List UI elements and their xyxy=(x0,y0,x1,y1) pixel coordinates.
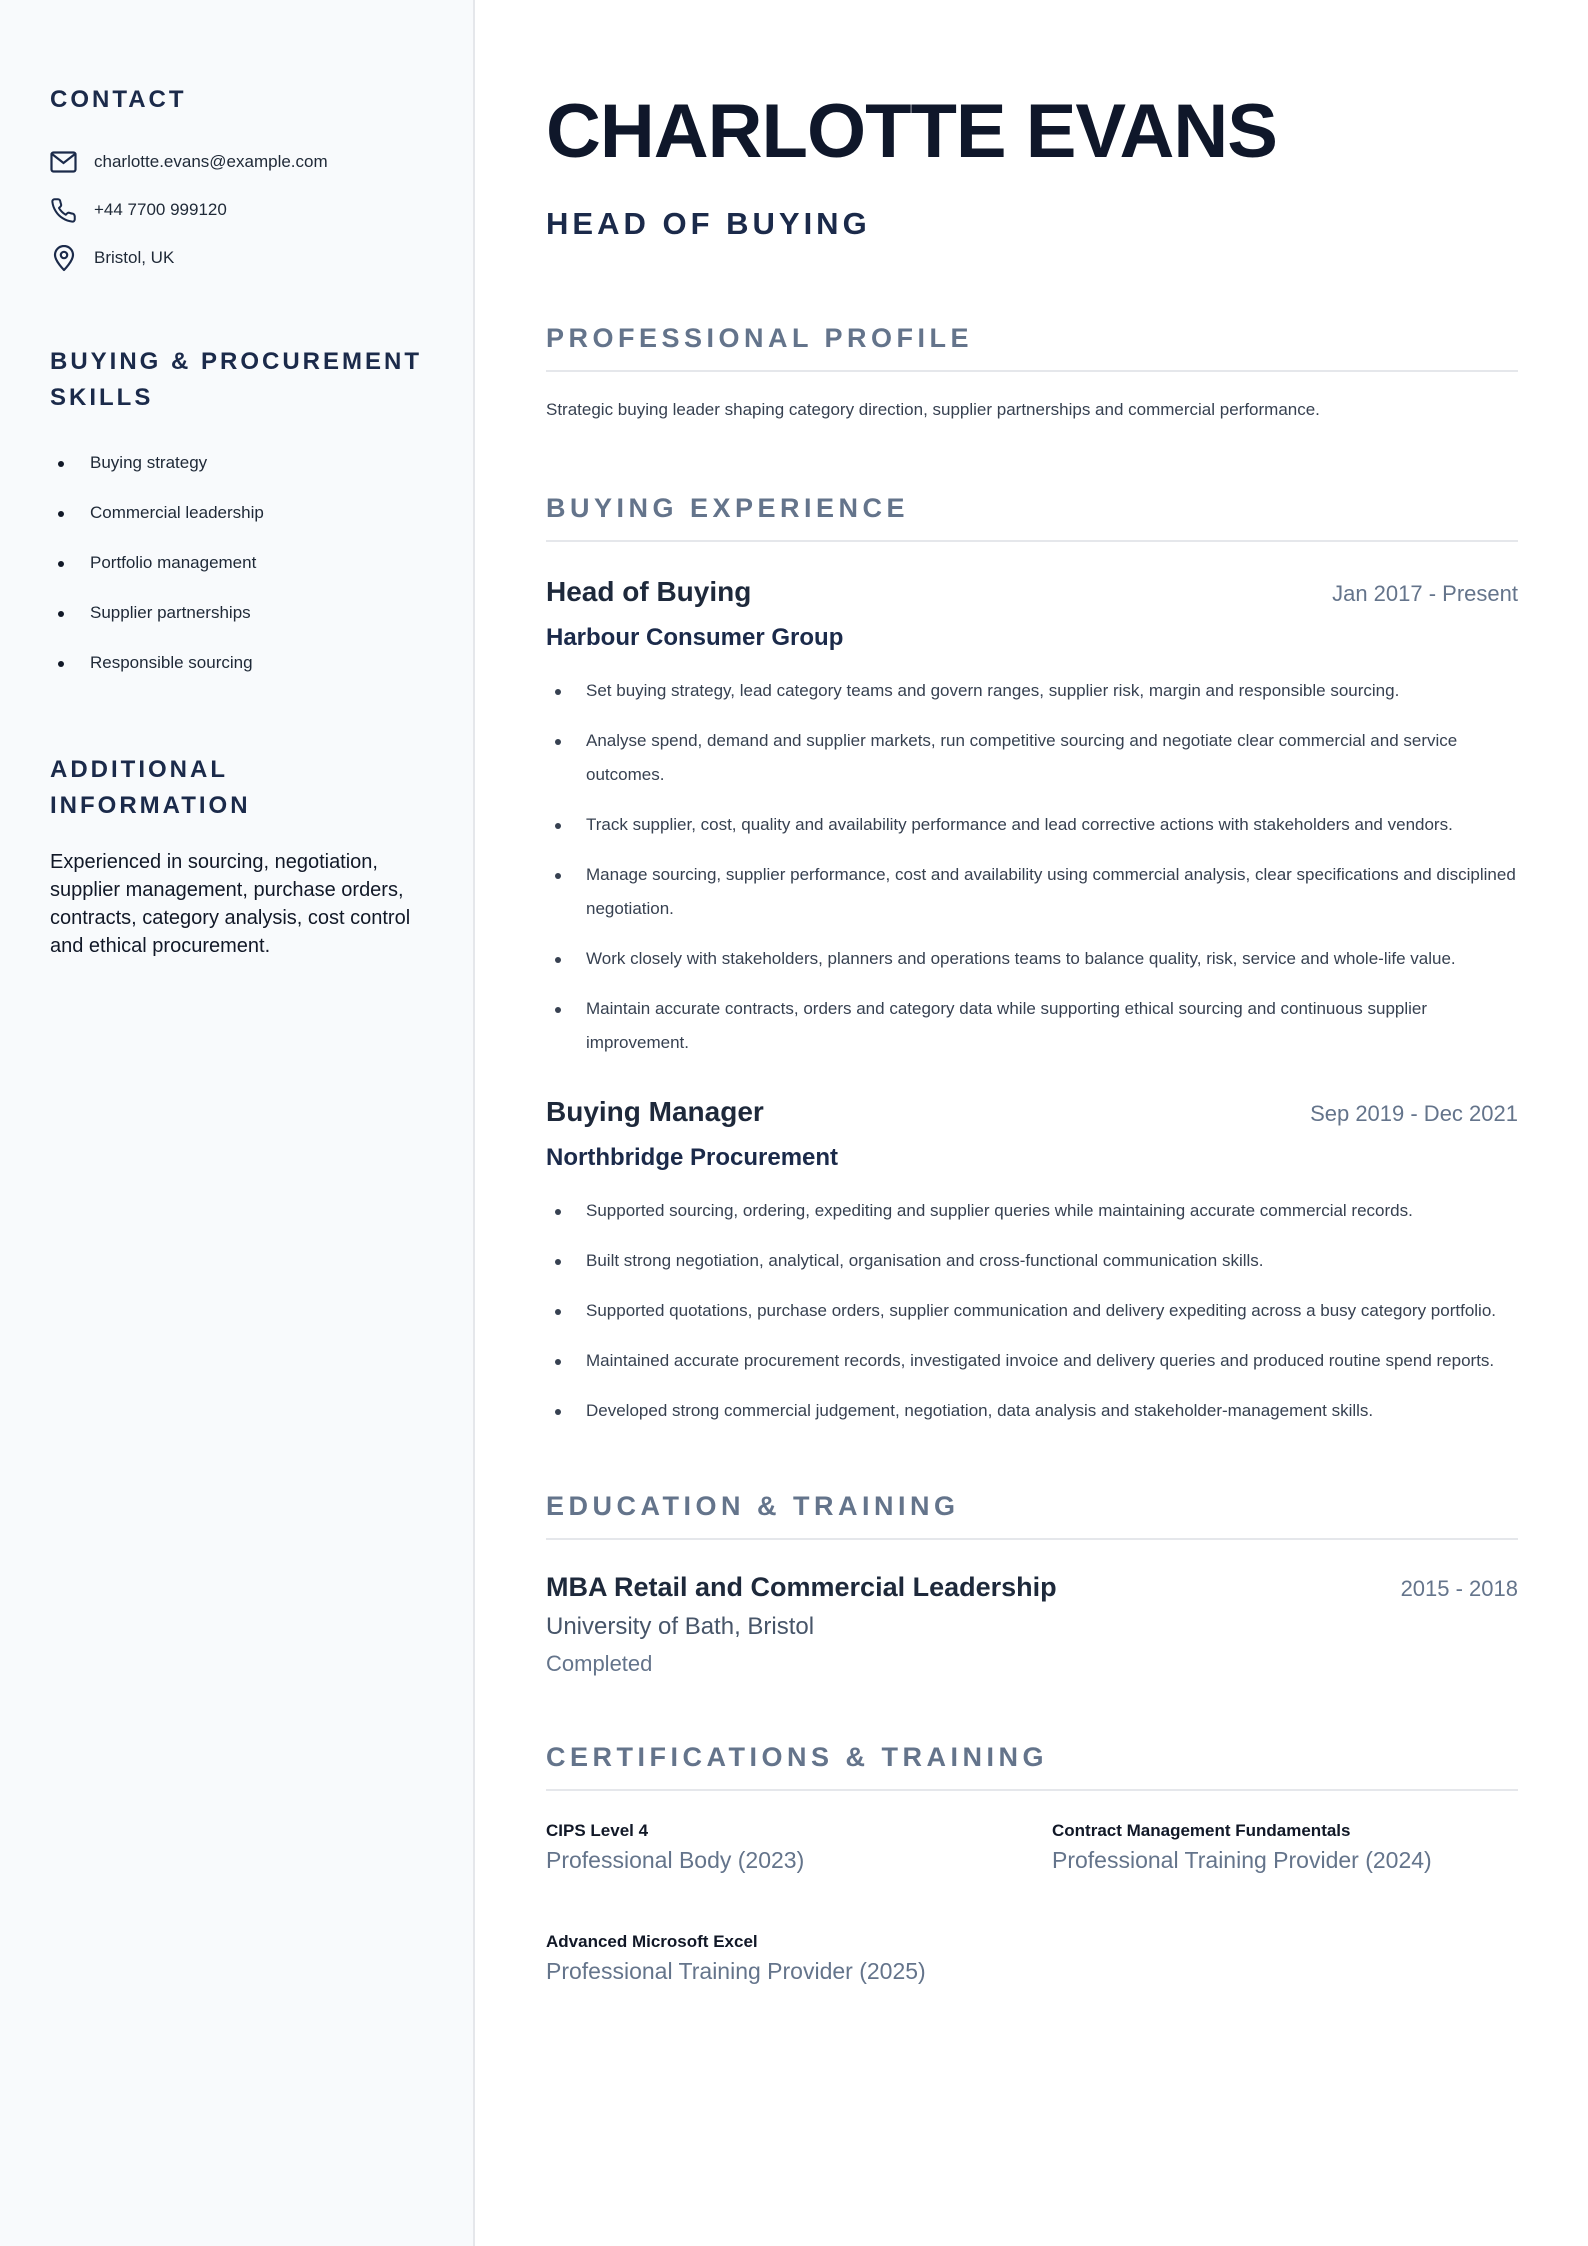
map-pin-icon xyxy=(50,245,77,272)
experience-section xyxy=(546,490,1518,1428)
additional-info-text: Experienced in sourcing, negotiation, supplier management, purchase orders, contracts, category analysis, cost control and ethical procurement. xyxy=(50,851,411,957)
skills-section xyxy=(50,344,423,688)
contact-phone[interactable] xyxy=(50,186,423,234)
certification-issuer: Professional Training Provider (2025) xyxy=(546,1958,926,1984)
certification-item xyxy=(546,1932,1052,1985)
phone-text: +44 7700 999120 xyxy=(94,200,227,219)
experience-heading: BUYING EXPERIENCE xyxy=(546,490,1518,542)
job-bullet: Analyse spend, demand and supplier markets, run competitive sourcing and negotiate clear commercial and service outcomes. xyxy=(546,724,1518,792)
skills-heading: BUYING & PROCUREMENT SKILLS xyxy=(50,348,423,411)
job-company: Northbridge Procurement xyxy=(546,1144,839,1171)
sidebar xyxy=(0,0,475,2246)
phone-icon xyxy=(50,197,77,224)
candidate-name: CHARLOTTE EVANS xyxy=(546,89,1277,174)
education-header xyxy=(546,1572,1518,1603)
job-dates: Sep 2019 - Dec 2021 xyxy=(1310,1101,1518,1126)
job-title-heading: HEAD OF BUYING xyxy=(546,206,871,241)
email-text: charlotte.evans@example.com xyxy=(94,152,328,171)
education-heading: EDUCATION & TRAINING xyxy=(546,1488,1518,1540)
additional-info-heading: ADDITIONAL INFORMATION xyxy=(50,756,251,819)
skill-item: Commercial leadership xyxy=(50,488,423,538)
profile-section xyxy=(546,320,1518,422)
certifications-grid xyxy=(546,1821,1518,1985)
main-content xyxy=(475,0,1588,2246)
job-bullet: Work closely with stakeholders, planners and operations teams to balance quality, risk, service and whole-life value. xyxy=(546,942,1518,976)
additional-info-section xyxy=(50,752,423,960)
job-bullet: Supported quotations, purchase orders, supplier communication and delivery expediting across a busy category portfolio. xyxy=(546,1294,1518,1328)
education-status: Completed xyxy=(546,1651,653,1676)
certifications-section xyxy=(546,1739,1518,1985)
school-name: University of Bath, Bristol xyxy=(546,1613,815,1640)
contact-location xyxy=(50,234,423,282)
certifications-heading: CERTIFICATIONS & TRAINING xyxy=(546,1739,1518,1791)
profile-text: Strategic buying leader shaping category direction, supplier partnerships and commercial performance. xyxy=(546,400,1320,419)
contact-email[interactable] xyxy=(50,138,423,186)
skills-list xyxy=(50,438,423,688)
contact-list xyxy=(50,138,423,282)
job-bullet: Manage sourcing, supplier performance, cost and availability using commercial analysis, clear specifications and disciplined negotiation. xyxy=(546,858,1518,926)
contact-heading: CONTACT xyxy=(50,86,187,113)
certification-name: Contract Management Fundamentals xyxy=(1052,1821,1351,1840)
job-entry xyxy=(546,1096,1518,1428)
profile-heading: PROFESSIONAL PROFILE xyxy=(546,320,1518,372)
job-bullet: Set buying strategy, lead category teams and govern ranges, supplier risk, margin and responsible sourcing. xyxy=(546,674,1518,708)
certification-item xyxy=(1052,1821,1518,1874)
skill-item: Responsible sourcing xyxy=(50,638,423,688)
job-header xyxy=(546,1096,1518,1128)
skill-item: Supplier partnerships xyxy=(50,588,423,638)
job-bullet: Built strong negotiation, analytical, organisation and cross-functional communication skills. xyxy=(546,1244,1518,1278)
job-header xyxy=(546,576,1518,608)
skill-item: Buying strategy xyxy=(50,438,423,488)
certification-issuer: Professional Body (2023) xyxy=(546,1847,805,1873)
job-bullet: Maintained accurate procurement records, investigated invoice and delivery queries and produced routine spend reports. xyxy=(546,1344,1518,1378)
certification-name: Advanced Microsoft Excel xyxy=(546,1932,758,1951)
job-entry xyxy=(546,576,1518,1060)
certification-name: CIPS Level 4 xyxy=(546,1821,649,1840)
skill-item: Portfolio management xyxy=(50,538,423,588)
education-dates: 2015 - 2018 xyxy=(1400,1576,1518,1601)
job-bullet: Developed strong commercial judgement, negotiation, data analysis and stakeholder-management skills. xyxy=(546,1394,1518,1428)
job-bullets xyxy=(546,674,1518,1060)
mail-icon xyxy=(50,149,77,176)
education-section xyxy=(546,1488,1518,1677)
job-bullets xyxy=(546,1194,1518,1428)
job-title: Head of Buying xyxy=(546,576,752,607)
job-company: Harbour Consumer Group xyxy=(546,624,844,651)
job-bullet: Track supplier, cost, quality and availability performance and lead corrective actions with stakeholders and vendors. xyxy=(546,808,1518,842)
location-text: Bristol, UK xyxy=(94,248,175,267)
job-bullet: Maintain accurate contracts, orders and category data while supporting ethical sourcing and continuous supplier improvement. xyxy=(546,992,1518,1060)
degree-name: MBA Retail and Commercial Leadership xyxy=(546,1572,1057,1602)
job-bullet: Supported sourcing, ordering, expediting and supplier queries while maintaining accurate commercial records. xyxy=(546,1194,1518,1228)
job-title: Buying Manager xyxy=(546,1096,764,1127)
certification-item xyxy=(546,1821,1052,1874)
certification-issuer: Professional Training Provider (2024) xyxy=(1052,1847,1432,1873)
job-dates: Jan 2017 - Present xyxy=(1332,581,1518,606)
